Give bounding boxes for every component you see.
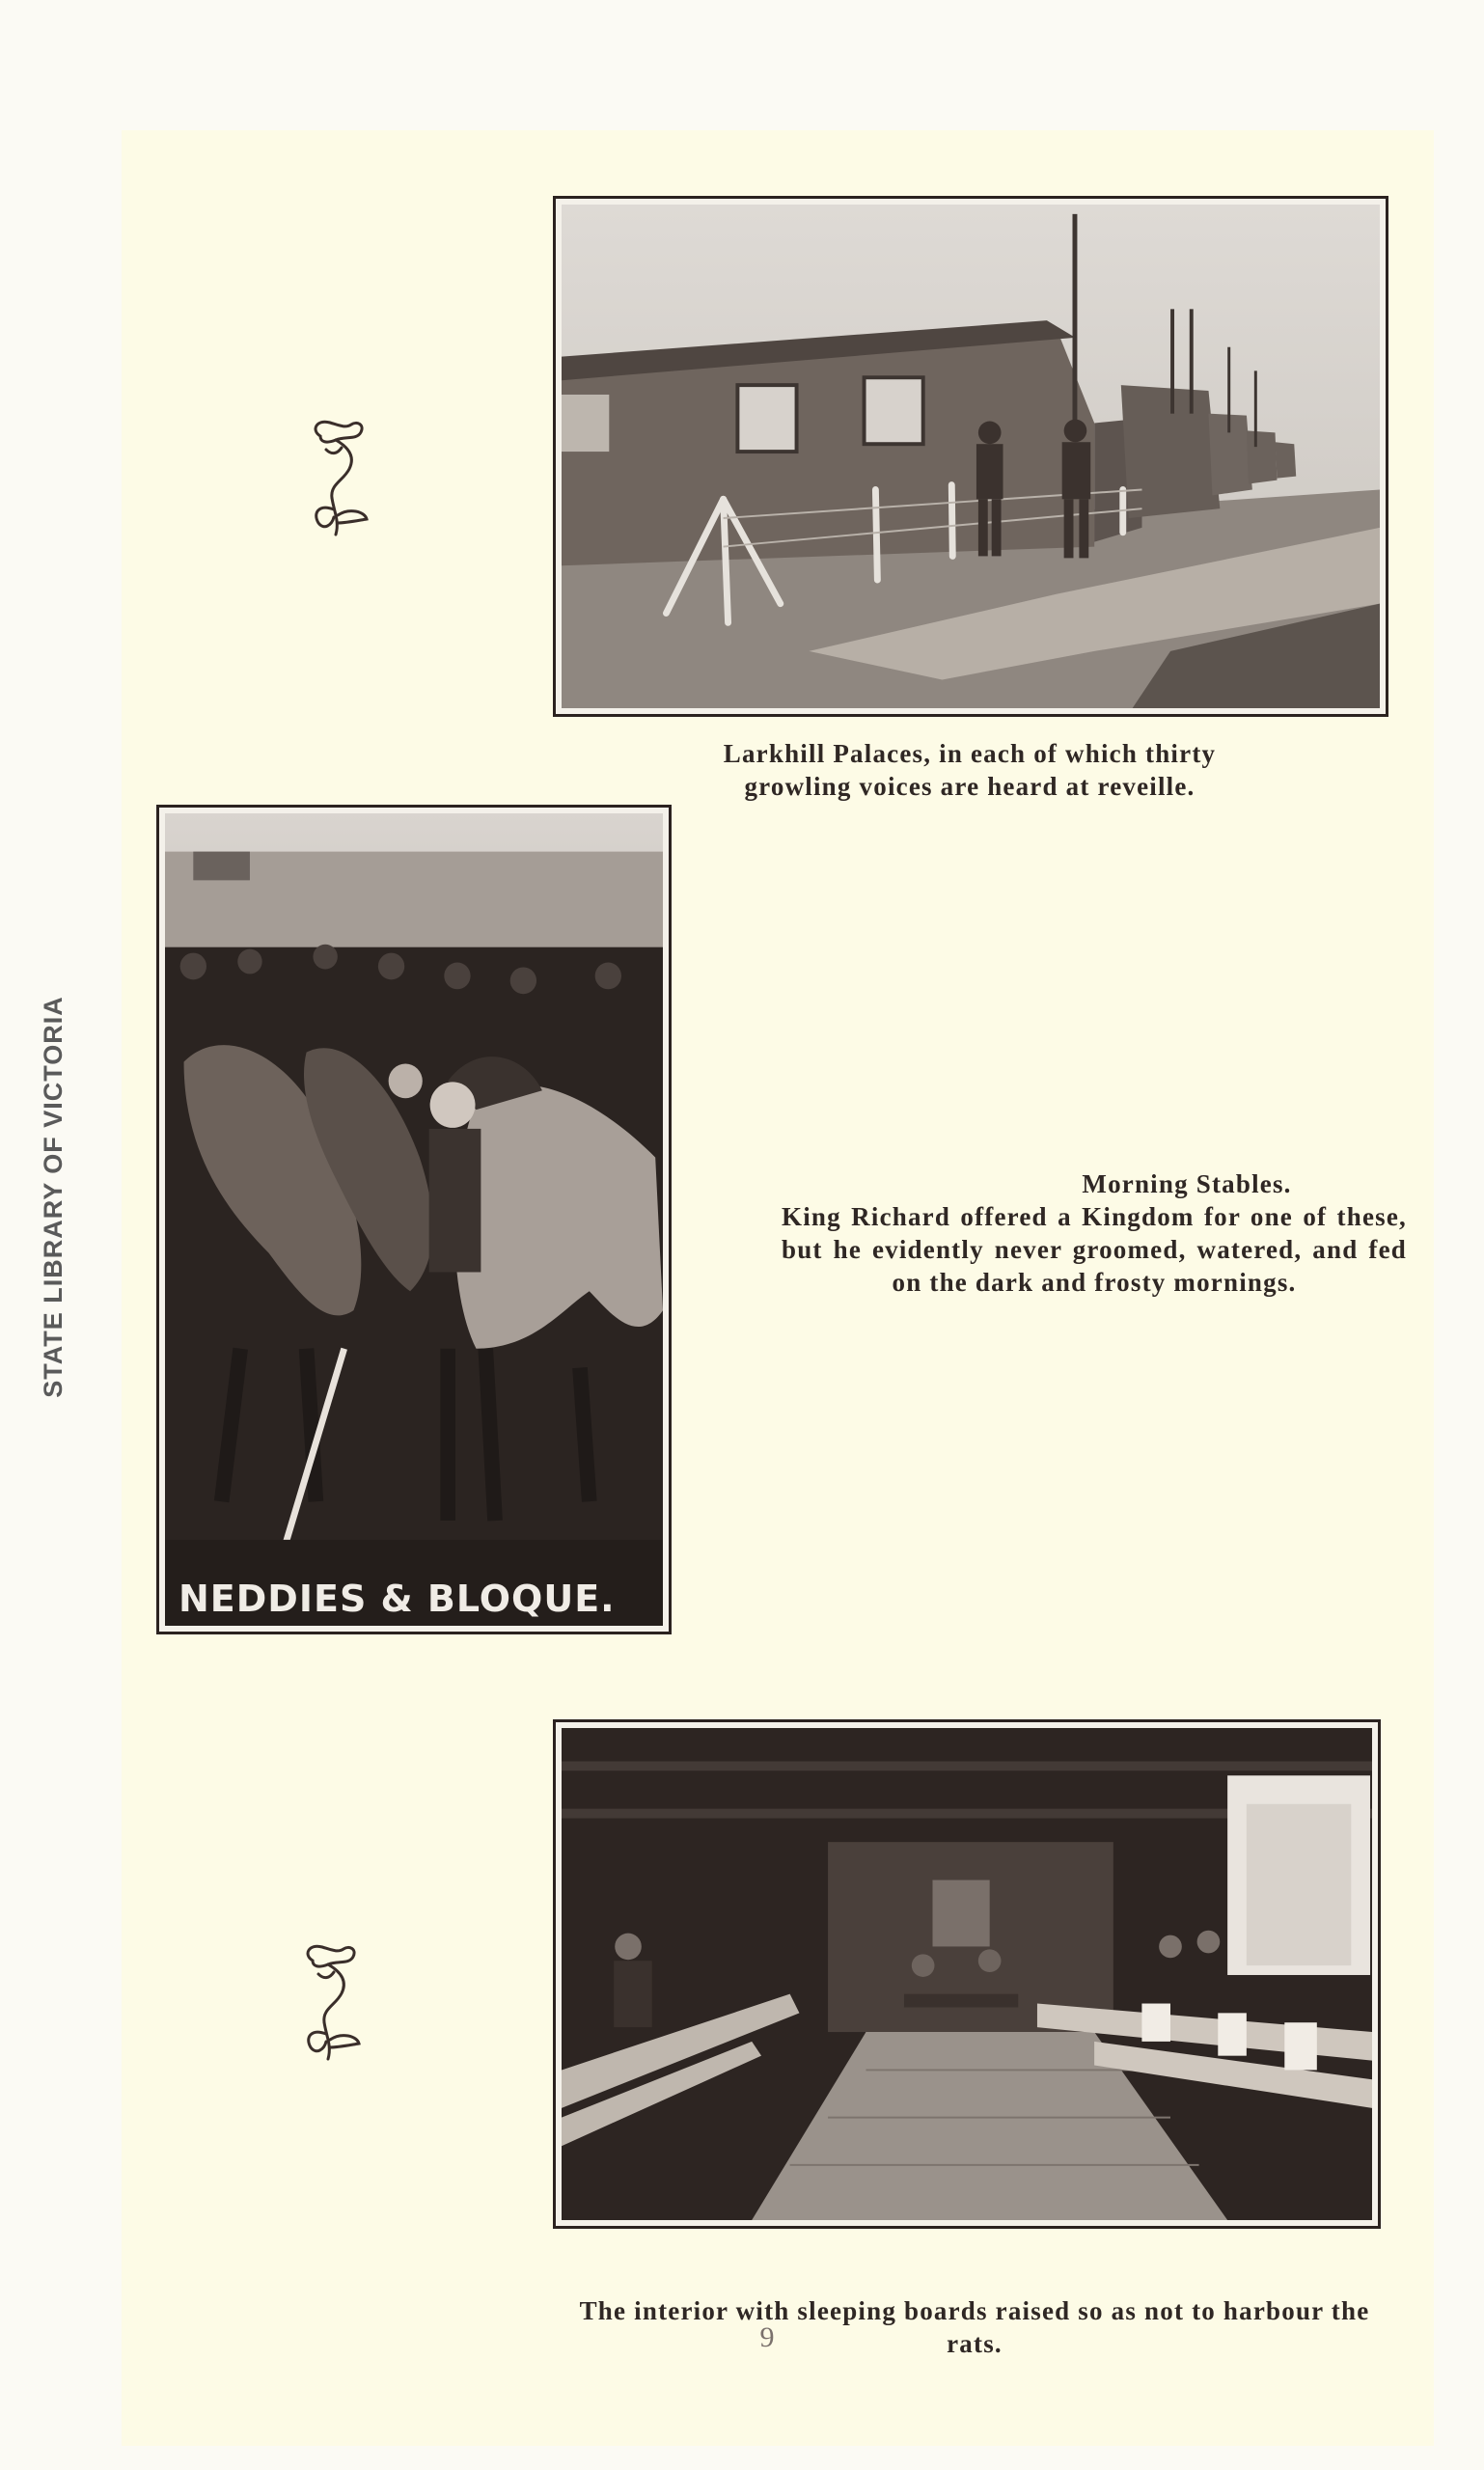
photo-larkhill-huts [553, 196, 1388, 717]
library-stamp-text: STATE LIBRARY OF VICTORIA [38, 995, 68, 1398]
caption-stables-title: Morning Stables. [1082, 1169, 1292, 1198]
page-number: 9 [759, 2321, 775, 2353]
caption-interior: The interior with sleeping boards raised so as not to harbour the rats. [579, 2296, 1370, 2358]
photo-neddies-bloque [156, 805, 672, 1634]
flower-sprig-icon [307, 415, 376, 542]
caption-larkhill: Larkhill Palaces, in each of which thirty growling voices are heard at reveille. [723, 739, 1217, 801]
library-stamp [29, 994, 77, 1399]
flower-sprig-icon [299, 1939, 369, 2067]
photo-hut-interior [553, 1719, 1381, 2229]
caption-stables-body: King Richard offered a Kingdom for one of these, but he evidently never groomed, watered, and fed on the dark and frosty mornings. [782, 1202, 1407, 1297]
photo-inscription: NEDDIES & BLOQUE. [179, 1578, 616, 1620]
